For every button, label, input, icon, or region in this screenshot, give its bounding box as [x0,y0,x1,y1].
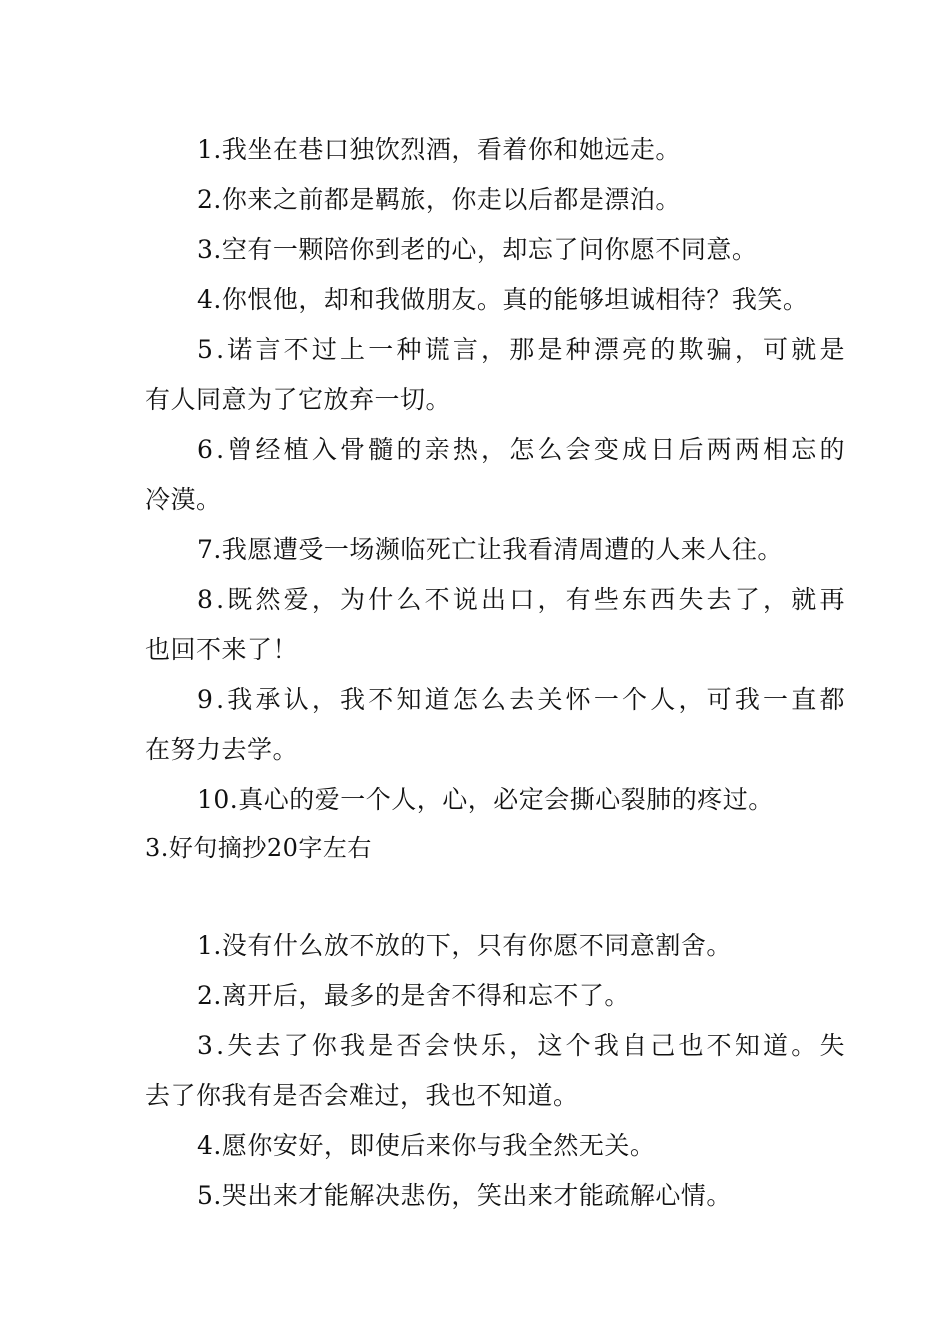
quote-4: 4.你恨他，却和我做朋友。真的能够坦诚相待？我笑。 [197,285,809,314]
quote-2-1: 1.没有什么放不放的下，只有你愿不同意割舍。 [197,931,732,960]
quote-2-3-line-1: 3.失去了你我是否会快乐，这个我自己也不知道。失 [197,1031,848,1060]
quote-5-line-1: 5.诺言不过上一种谎言，那是种漂亮的欺骗，可就是 [197,335,848,364]
quote-10: 10.真心的爱一个人，心，必定会撕心裂肺的疼过。 [197,785,774,814]
quote-2-3-line-2: 去了你我有是否会难过，我也不知道。 [145,1081,579,1110]
quote-5-line-2: 有人同意为了它放弃一切。 [145,385,452,414]
quote-3: 3.空有一颗陪你到老的心，却忘了问你愿不同意。 [197,235,758,264]
quote-7: 7.我愿遭受一场濒临死亡让我看清周遭的人来人往。 [197,535,783,564]
section-heading: 3.好句摘抄20字左右 [145,834,372,862]
quote-9-line-1: 9.我承认，我不知道怎么去关怀一个人，可我一直都 [197,685,848,714]
quote-1: 1.我坐在巷口独饮烈酒，看着你和她远走。 [197,135,681,164]
quote-9-line-2: 在努力去学。 [145,735,299,764]
quote-6-line-2: 冷漠。 [145,485,222,514]
quote-8-line-1: 8.既然爱，为什么不说出口，有些东西失去了，就再 [197,585,848,614]
quote-2-4: 4.愿你安好，即使后来你与我全然无关。 [197,1131,656,1160]
quote-2-2: 2.离开后，最多的是舍不得和忘不了。 [197,981,630,1010]
quote-8-line-2: 也回不来了！ [145,635,299,664]
quote-2-5: 5.哭出来才能解决悲伤，笑出来才能疏解心情。 [197,1181,732,1210]
quote-6-line-1: 6.曾经植入骨髓的亲热，怎么会变成日后两两相忘的 [197,435,848,464]
quote-2: 2.你来之前都是羁旅，你走以后都是漂泊。 [197,185,681,214]
